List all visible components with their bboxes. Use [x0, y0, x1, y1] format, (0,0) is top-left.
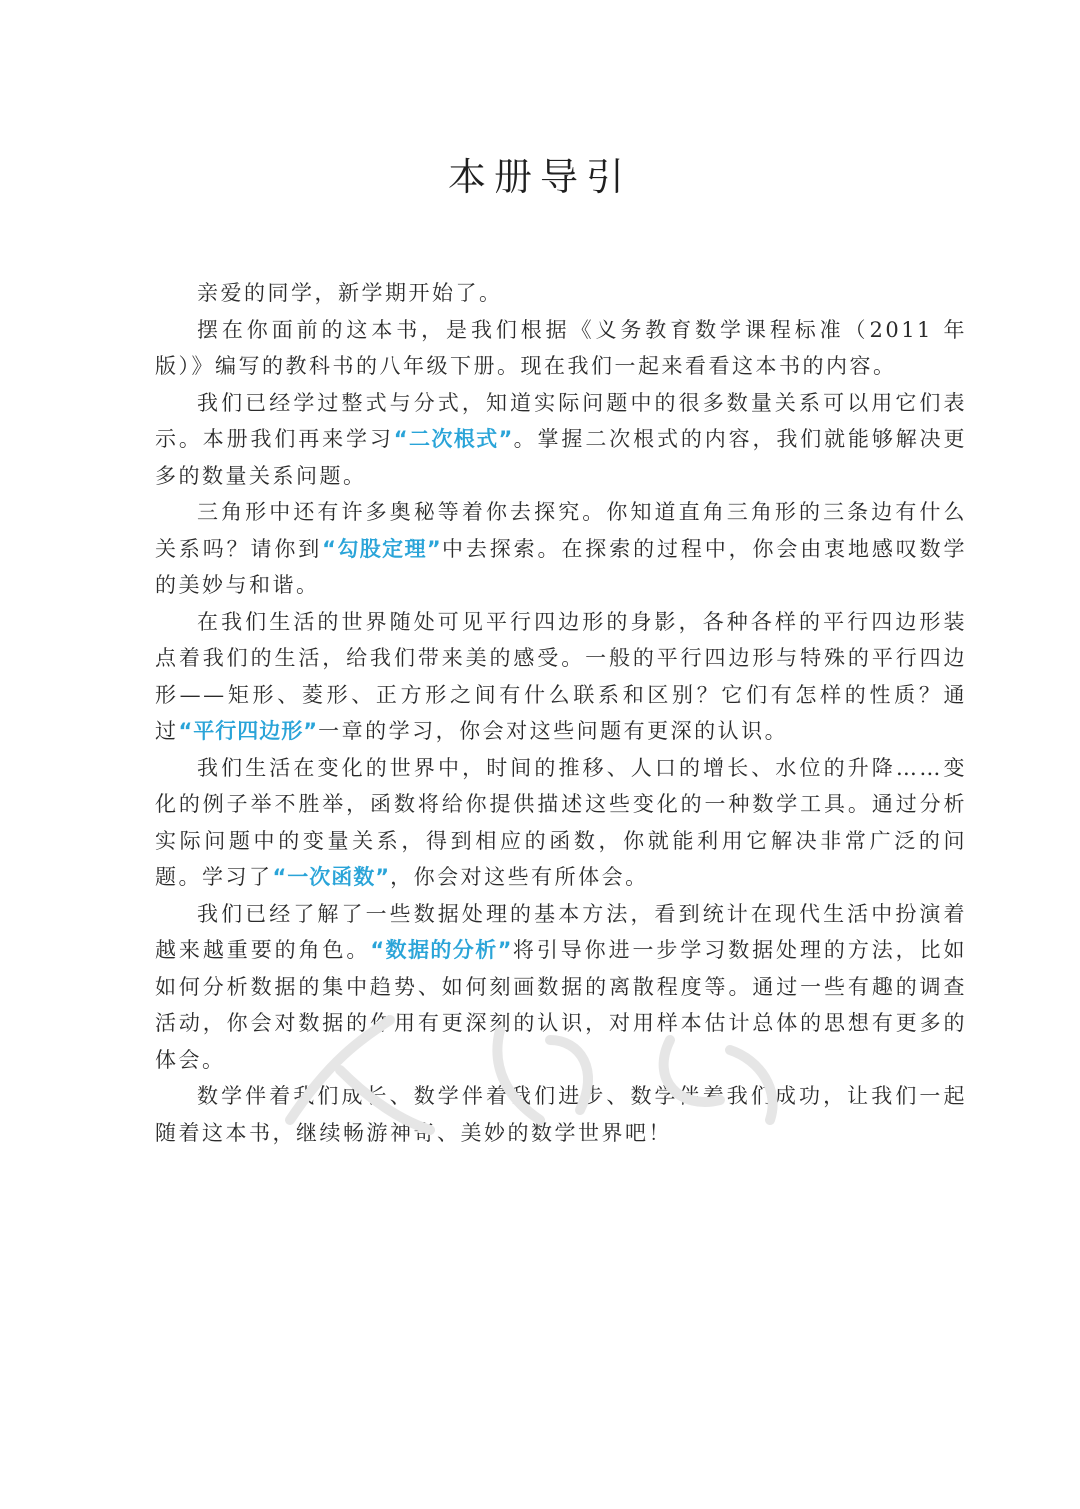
paragraph-text: 将引导你进一步学习数据处理的方法，比如如何分析数据的集中趋势、如何刻画数据的离散程度等。通过一些有趣的调查活动，你会对数据的作用有更深刻的认识，对用样本估计总体的思想有更多的体会。	[155, 938, 968, 1072]
paragraph-text: 我们生活在变化的世界中，时间的推移、人口的增长、水位的升降……变化的例子举不胜举，函数将给你提供描述这些变化的一种数学工具。通过分析实际问题中的变量关系，得到相应的函数，你就能利用它解决非常广泛的问题。学习了	[155, 755, 967, 889]
paragraph-text: ，你会对这些有所体会。	[390, 865, 649, 889]
paragraph-text: 。掌握二次根式的内容，我们就能够解决更多的数量关系问题。	[155, 427, 967, 488]
chapter-highlight: “平行四边形”	[178, 719, 319, 743]
paragraph	[155, 275, 967, 312]
paragraph-text: 中去探索。在探索的过程中，你会由衷地感叹数学的美妙与和谐。	[155, 536, 967, 597]
paragraph-text: 亲爱的同学，新学期开始了。	[197, 281, 503, 305]
paragraph-text: 数学伴着我们成长、数学伴着我们进步、数学伴着我们成功，让我们一起随着这本书，继续畅游神奇、美妙的数学世界吧！	[155, 1084, 967, 1145]
paragraph	[155, 896, 967, 1079]
paragraph-text: 三角形中还有许多奥秘等着你去探究。你知道直角三角形的三条边有什么关系吗？请你到	[155, 500, 967, 561]
paragraph-text: 我们已经了解了一些数据处理的基本方法，看到统计在现代生活中扮演着越来越重要的角色。	[155, 901, 967, 962]
paragraph	[155, 604, 967, 750]
paragraph	[155, 494, 967, 604]
paragraph	[155, 312, 967, 385]
paragraph-text: 一章的学习，你会对这些问题有更深的认识。	[318, 719, 789, 743]
paragraph-text: 我们已经学过整式与分式，知道实际问题中的很多数量关系可以用它们表示。本册我们再来学习	[155, 390, 967, 451]
chapter-highlight: “一次函数”	[272, 865, 391, 889]
paragraph	[155, 385, 967, 495]
paragraph	[155, 1078, 967, 1151]
chapter-highlight: “勾股定理”	[322, 536, 442, 561]
page-title: 本册导引	[447, 155, 632, 199]
paragraph-text: 在我们生活的世界随处可见平行四边形的身影，各种各样的平行四边形装点着我们的生活，给我们带来美的感受。一般的平行四边形与特殊的平行四边形——矩形、菱形、正方形之间有什么联系和区别？它们有怎样的性质？通过	[155, 609, 967, 743]
chapter-highlight: “数据的分析”	[370, 938, 513, 962]
intro-body	[155, 275, 967, 1151]
chapter-highlight: “二次根式”	[393, 427, 514, 451]
paragraph-text: 摆在你面前的这本书，是我们根据《义务教育数学课程标准（2011 年版）》编写的教科书的八年级下册。现在我们一起来看看这本书的内容。	[155, 317, 967, 378]
paragraph	[155, 750, 967, 896]
